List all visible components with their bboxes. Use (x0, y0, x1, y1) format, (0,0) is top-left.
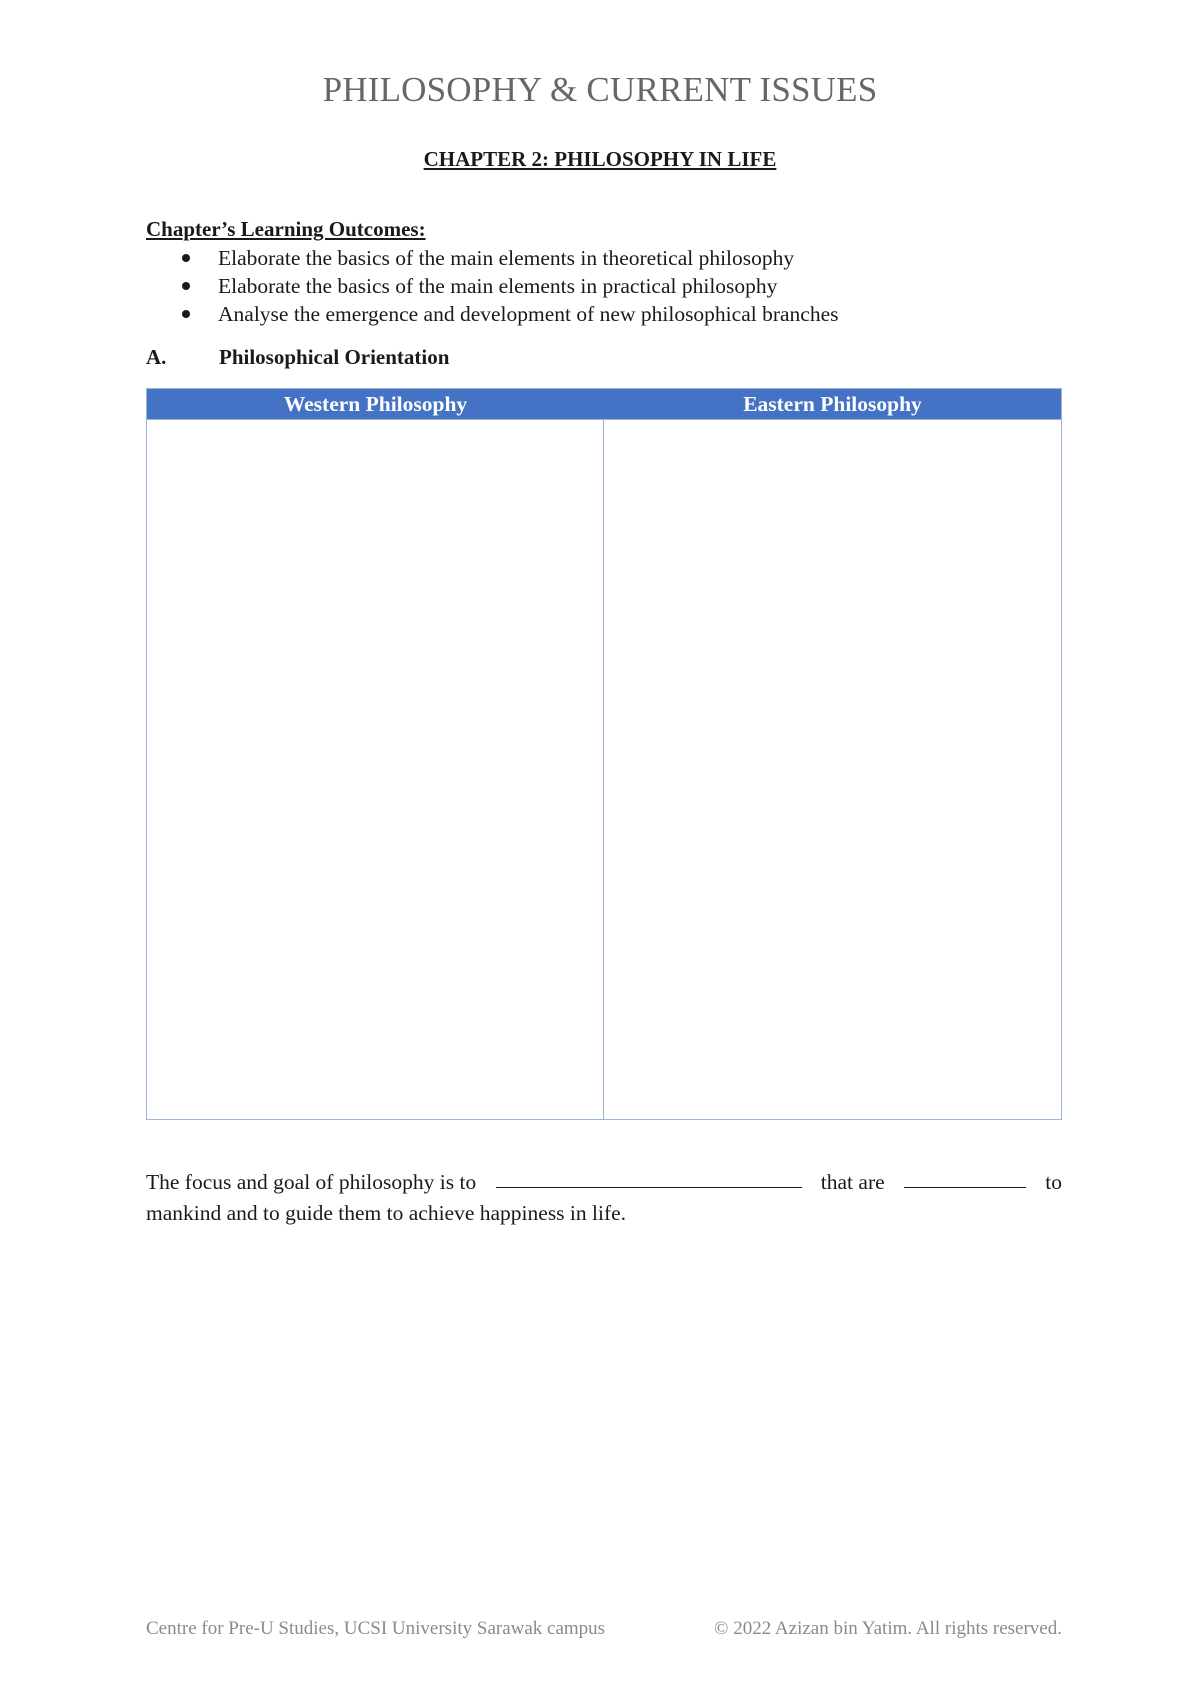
section-heading (146, 345, 449, 370)
chapter-title: CHAPTER 2: PHILOSOPHY IN LIFE (423, 147, 777, 171)
table-header-western: Western Philosophy (147, 389, 604, 419)
focus-text-part1: The focus and goal of philosophy is to (146, 1170, 477, 1194)
orientation-table (146, 388, 1062, 1120)
bullet-icon (182, 310, 190, 318)
page-footer (146, 1618, 1062, 1640)
list-item (146, 300, 839, 328)
bullet-icon (182, 282, 190, 290)
learning-outcomes-list (146, 244, 839, 328)
page-header-title: PHILOSOPHY & CURRENT ISSUES (322, 70, 878, 109)
list-item-text: Analyse the emergence and development of new philosophical branches (218, 302, 839, 326)
focus-paragraph (146, 1167, 1062, 1229)
table-cell-eastern[interactable] (604, 419, 1061, 1119)
focus-text-part4: mankind and to guide them to achieve happiness in life. (146, 1201, 627, 1225)
list-item-text: Elaborate the basics of the main elements in practical philosophy (218, 274, 778, 298)
bullet-icon (182, 254, 190, 262)
learning-outcomes-heading: Chapter’s Learning Outcomes: (146, 217, 426, 241)
footer-copyright: © 2022 Azizan bin Yatim. All rights reserved. (714, 1618, 1062, 1639)
focus-text-part2: that are (820, 1170, 885, 1194)
list-item-text: Elaborate the basics of the main elements in theoretical philosophy (218, 246, 795, 270)
section-letter: A. (146, 345, 167, 369)
list-item (146, 244, 839, 272)
section-title: Philosophical Orientation (219, 345, 450, 369)
table-header-eastern: Eastern Philosophy (604, 389, 1061, 419)
fill-in-blank-1[interactable] (496, 1167, 802, 1188)
focus-text-part3: to (1045, 1170, 1062, 1194)
footer-institution: Centre for Pre-U Studies, UCSI University Sarawak campus (146, 1618, 606, 1639)
list-item (146, 272, 839, 300)
table-cell-western[interactable] (147, 419, 604, 1119)
fill-in-blank-2[interactable] (904, 1167, 1026, 1188)
